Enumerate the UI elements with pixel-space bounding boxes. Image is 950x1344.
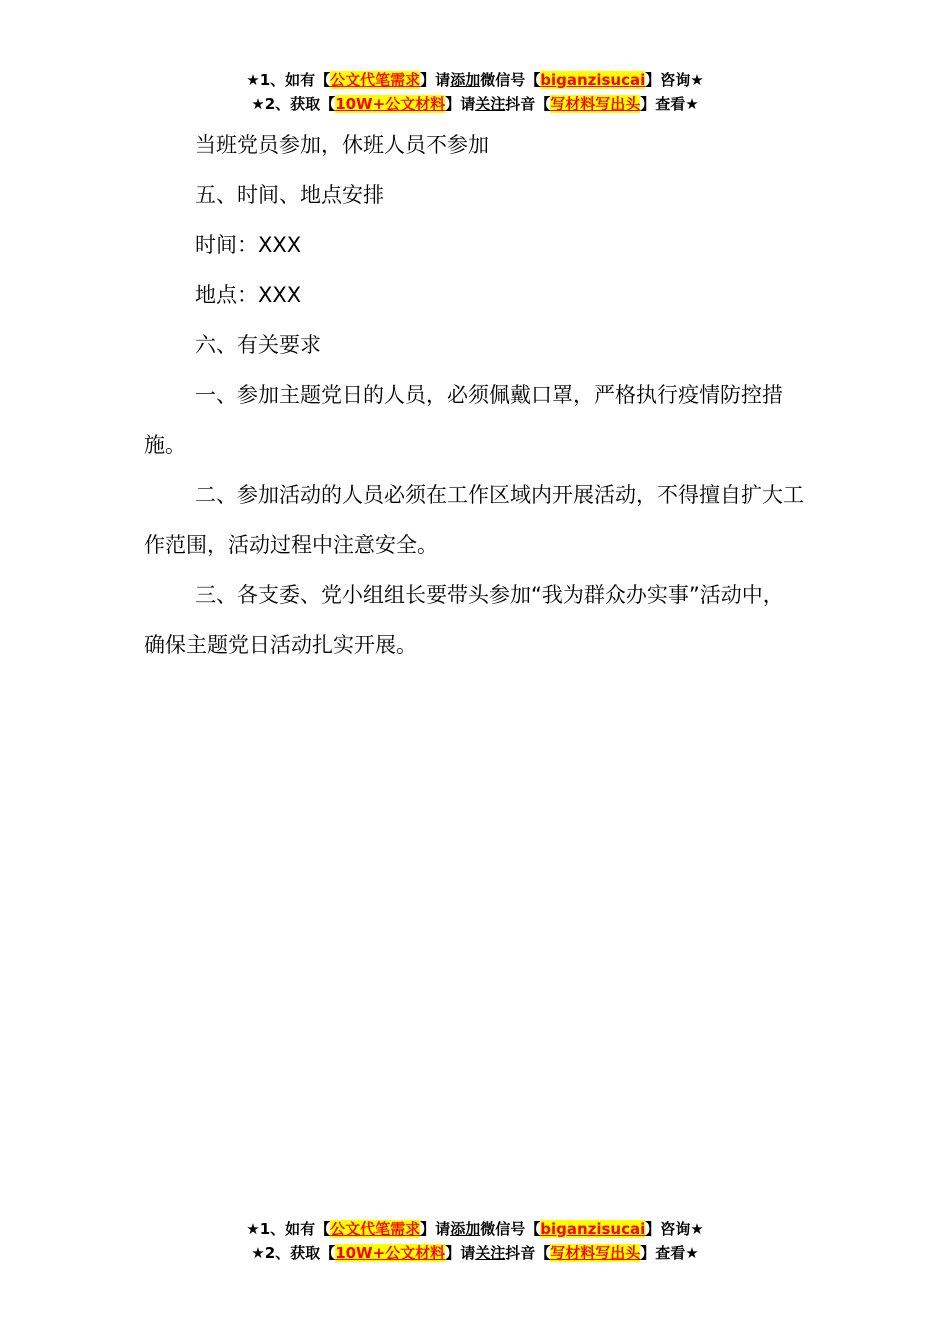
header-banner [0, 68, 950, 116]
banner-highlight-materials: 10W+公文材料 [335, 95, 446, 113]
banner-highlight-douyin: 写材料写出头 [550, 1244, 641, 1262]
paragraph: 二、参加活动的人员必须在工作区域内开展活动，不得擅自扩大工作范围，活动过程中注意安全。 [144, 483, 804, 557]
banner-line-2: ★2、获取【10W+公文材料】请关注抖音【写材料写出头】查看★ [251, 1244, 699, 1262]
banner-highlight-service: 公文代笔需求 [330, 71, 421, 89]
banner-highlight-service: 公文代笔需求 [330, 1220, 421, 1238]
paragraph: 三、各支委、党小组组长要带头参加“我为群众办实事”活动中，确保主题党日活动扎实开展。 [144, 583, 784, 657]
section-heading: 五、时间、地点安排 [195, 183, 384, 207]
banner-highlight-douyin: 写材料写出头 [550, 95, 641, 113]
banner-line-1: ★1、如有【公文代笔需求】请添加微信号【biganzisucai】咨询★ [246, 1220, 704, 1238]
banner-line-2: ★2、获取【10W+公文材料】请关注抖音【写材料写出头】查看★ [251, 95, 699, 113]
banner-highlight-wechat-id: biganzisucai [540, 71, 646, 89]
banner-highlight-materials: 10W+公文材料 [335, 1244, 446, 1262]
paragraph: 地点：XXX [195, 283, 302, 307]
banner-line-1: ★1、如有【公文代笔需求】请添加微信号【biganzisucai】咨询★ [246, 71, 704, 89]
section-heading: 六、有关要求 [195, 333, 321, 357]
paragraph: 时间：XXX [195, 233, 302, 257]
paragraph: 一、参加主题党日的人员，必须佩戴口罩，严格执行疫情防控措施。 [144, 383, 783, 457]
banner-highlight-wechat-id: biganzisucai [540, 1220, 646, 1238]
footer-banner [0, 1217, 950, 1265]
document-body [144, 120, 804, 670]
paragraph: 当班党员参加，休班人员不参加 [195, 133, 489, 157]
